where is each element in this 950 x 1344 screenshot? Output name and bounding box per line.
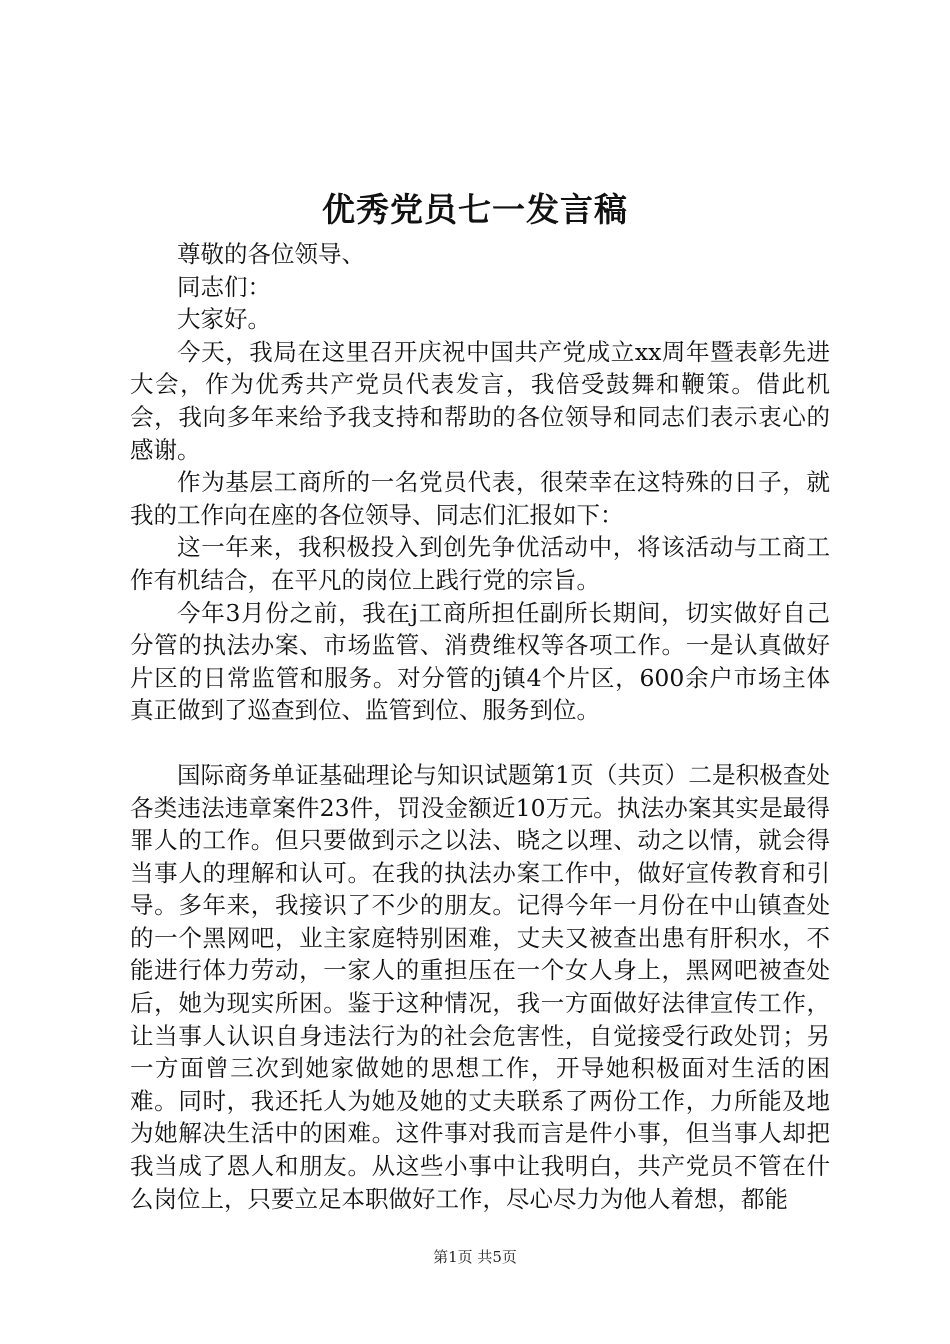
greeting-everyone: 大家好。	[177, 305, 271, 334]
page-footer: 第1页 共5页	[433, 1248, 517, 1266]
paragraph-enforcement: 国际商务单证基础理论与知识试题第1页（共页）二是积极查处各类违法违章案件23件，罚没金额近10万元。执法办案其实是最得罪人的工作。但只要做到示之以法、晓之以理、动之以情，就会得当事人的理解和认可。在我的执法办案工作中，做好宣传教育和引导。多年来，我接识了不少的朋友。记得今年一月份在中山镇查处的一个黑网吧，业主家庭特别困难，丈夫又被查出患有肝积水，不能进行体力劳动，一家人的重担压在一个女人身上，黑网吧被查处后，她为现实所困。鉴于这种情况，我一方面做好法律宣传工作，让当事人认识自身违法行为的社会危害性，自觉接受行政处罚；另一方面曾三次到她家做她的思想工作，开导她积极面对生活的困难。同时，我还托人为她及她的丈夫联系了两份工作，力所能及地为她解决生活中的困难。这件事对我而言是件小事，但当事人却把我当成了恩人和朋友。从这些小事中让我明白，共产党员不管在什么岗位上，只要立足本职做好工作，尽心尽力为他人着想，都能	[130, 760, 830, 1213]
greeting-comrades: 同志们：	[177, 272, 271, 301]
paragraph-year-summary: 这一年来，我积极投入到创先争优活动中，将该活动与工商工作有机结合，在平凡的岗位上践行党的宗旨。	[130, 533, 830, 594]
greeting-leaders: 尊敬的各位领导、	[177, 240, 365, 268]
paragraph-intro: 今天，我局在这里召开庆祝中国共产党成立xx周年暨表彰先进大会，作为优秀共产党员代表发言，我倍受鼓舞和鞭策。借此机会，我向多年来给予我支持和帮助的各位领导和同志们表示衷心的感谢。	[130, 337, 830, 464]
paragraph-supervision: 今年3月份之前，我在j工商所担任副所长期间，切实做好自己分管的执法办案、市场监管、消费维权等各项工作。一是认真做好片区的日常监管和服务。对分管的j镇4个片区，600余户市场主体真正做到了巡查到位、监管到位、服务到位。	[130, 598, 830, 725]
document-body	[130, 238, 830, 1215]
document-title: 优秀党员七一发言稿	[322, 190, 628, 229]
paragraph-report: 作为基层工商所的一名党员代表，很荣幸在这特殊的日子，就我的工作向在座的各位领导、同志们汇报如下：	[130, 468, 830, 529]
paragraph-gap	[130, 727, 830, 759]
